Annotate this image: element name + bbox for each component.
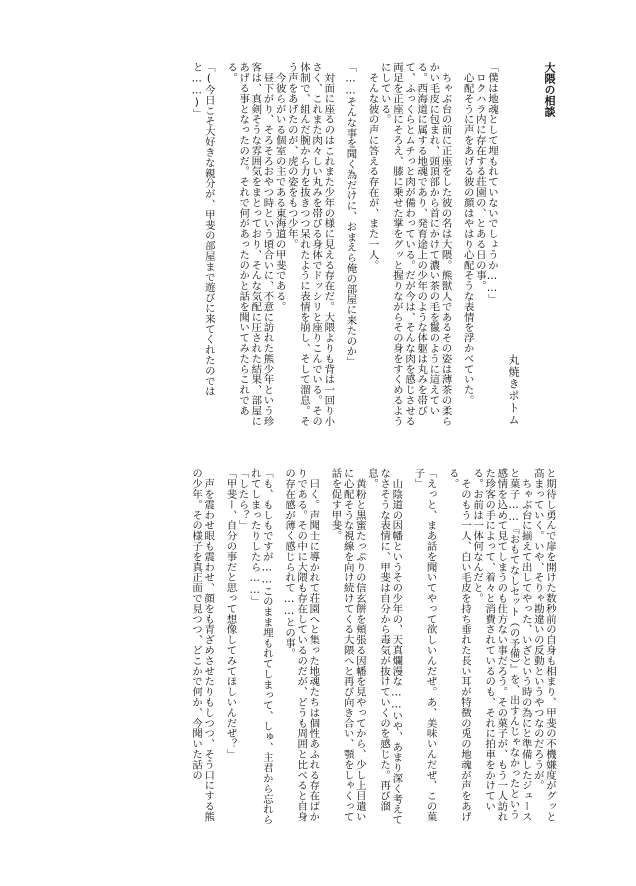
story-text-top xyxy=(191,62,498,426)
paragraph: 今彼らがいる個室の主である東海道の甲斐である。 xyxy=(273,62,286,312)
story-title: 大隈の相談 xyxy=(543,62,556,117)
paragraph: 「えっと、まあ話を聞いてやって欲しいんだぜ。あ、美味いんだぜ、この菓子」 xyxy=(412,468,437,822)
paragraph: 「甲斐ー、自分の事だと思って想像してみてほしいんだぜ？」 xyxy=(224,468,237,760)
paragraph: と期待し勇んで扉を開けた数秒前の自身も相まり、甲斐の不機嫌度がグッと高まっていく。いや、そりゃ勘違いの反動というやつなのだろうが。 xyxy=(531,468,556,822)
paragraph-gap xyxy=(319,468,329,828)
story-column-top xyxy=(112,62,556,426)
paragraph: 山陰道の因幡というその少年の、天真爛漫な……いや、あまり深く考えてなさそうな表情に、甲斐は自分から毒気が抜けていくのを感じた。再び溜息。 xyxy=(365,468,403,825)
paragraph: 「僕は地魂として埋もれていないでしょうか……」 xyxy=(486,62,498,305)
paragraph: そんな彼の声に答える存在が、また一人。 xyxy=(366,62,379,270)
paragraph: そのもう一人、白い毛皮を持ち垂れた長い耳が特徴の兎の地魂が声をあげる。 xyxy=(446,468,471,822)
paragraph: 黄粉と黒蜜たっぷりの信玄餅を頬張る因幡を見やってから、少し上目遣いに心配そうな視線を向け続けてくる大隈へと再び向き合い、顎をしゃくって話を促す甲斐。 xyxy=(329,468,366,822)
paragraph-gap xyxy=(273,468,283,828)
paragraph: ロクハラ内に存在する荘園の、とある日の事。 xyxy=(473,62,486,291)
paragraph-gap xyxy=(356,62,366,426)
paragraph-gap xyxy=(215,62,225,426)
paragraph-gap xyxy=(334,62,344,426)
paragraph-gap xyxy=(214,468,224,828)
story-column-bottom xyxy=(82,468,556,828)
paragraph: 昼下がり、そろそろおやつ時という頃合いに、不意に訪れた熊少年という珍客は、真剣そうな雰囲気をまとっており、そんな気配に圧された結果、部屋にあげる事となったのだ。それで何があったのかと話を聞いてみたらこれである。 xyxy=(225,62,274,426)
paragraph-gap xyxy=(452,62,462,426)
paragraph: 「……そんな事を聞く為だけに、おまえら俺の部屋に来たのか」 xyxy=(344,62,357,367)
paragraph: ちゃぶ台の前に正座をした彼の名は大隈。熊獣人であるその姿は薄茶の柔らかい毛皮に包まれ、頭頂部から首にかけて濃い茶の毛を鬣のように這えている。西海道に属する地魂であり、発育途上の少年のような体躯は丸みを帯びて、ふっくらとムチっと肉が備わっている。だが今は、そんな肉を感じさせる両足を正座にそろえ、膝に乗せた掌をグッと握りながらその身をすくめるようにしている。 xyxy=(378,62,452,426)
paragraph: 対面に座るのはこれまた少年の様に見える存在だ。大隈よりも背は一回り小さく、これまた肉々しい丸みを帯びる身体でドッシリと座りこんでいる。その体制で、組んだ腕から力を抜きつつ呆れたように表情を崩し、そして溜息。そう声をあげたのが、虎の姿をもつ少年。 xyxy=(285,62,335,426)
paragraph: 心配そうに声をあげる彼の顔はやはり心配そうな表情を浮かべていた。 xyxy=(461,62,474,406)
paragraph: 曰く。声聞士に導かれて荘園へと集った地魂たちは個性あふれる存在ばかりである。その中に大隈も存在しているのだが、どうも周囲と比べると自身の存在感が薄く感じられて……との事。 xyxy=(283,468,320,822)
story-text-bottom xyxy=(190,468,556,828)
paragraph: ちゃぶ台に揃えて出してやった、いざという時の為にと準備したジュースと菓子……『おもてなしセット（の予備）』を、出すんじゃなかったという感情を込めて見てしまうのも仕方ない事だろう。その菓子が、もう一人訪れた珍客の手によって、着々と消費されているのも、それに拍車をかけている。お前は一体何なんだと。 xyxy=(471,468,532,822)
paragraph-gap xyxy=(402,468,412,828)
paragraph: 「(今日こそ大好きな親分が、甲斐の部屋まで遊びに来てくれたのではと……)」 xyxy=(190,62,215,397)
paragraph: 「も、もしもですが……このまま埋もれてしまって、しゅ、主君から忘れられてしまったりしたら……」 xyxy=(248,468,273,825)
author-name: 丸焼きポトム xyxy=(507,354,520,426)
paragraph: 声を震わせ眼も震わせ、顔をも青ざめさせたりもしつつ、そう口にする熊の少年。その様子を真正面で見つつ、どこかで何か、今聞いた話の xyxy=(190,468,215,822)
paragraph-gap xyxy=(437,468,447,828)
paragraph: 「したら？」 xyxy=(236,468,249,531)
